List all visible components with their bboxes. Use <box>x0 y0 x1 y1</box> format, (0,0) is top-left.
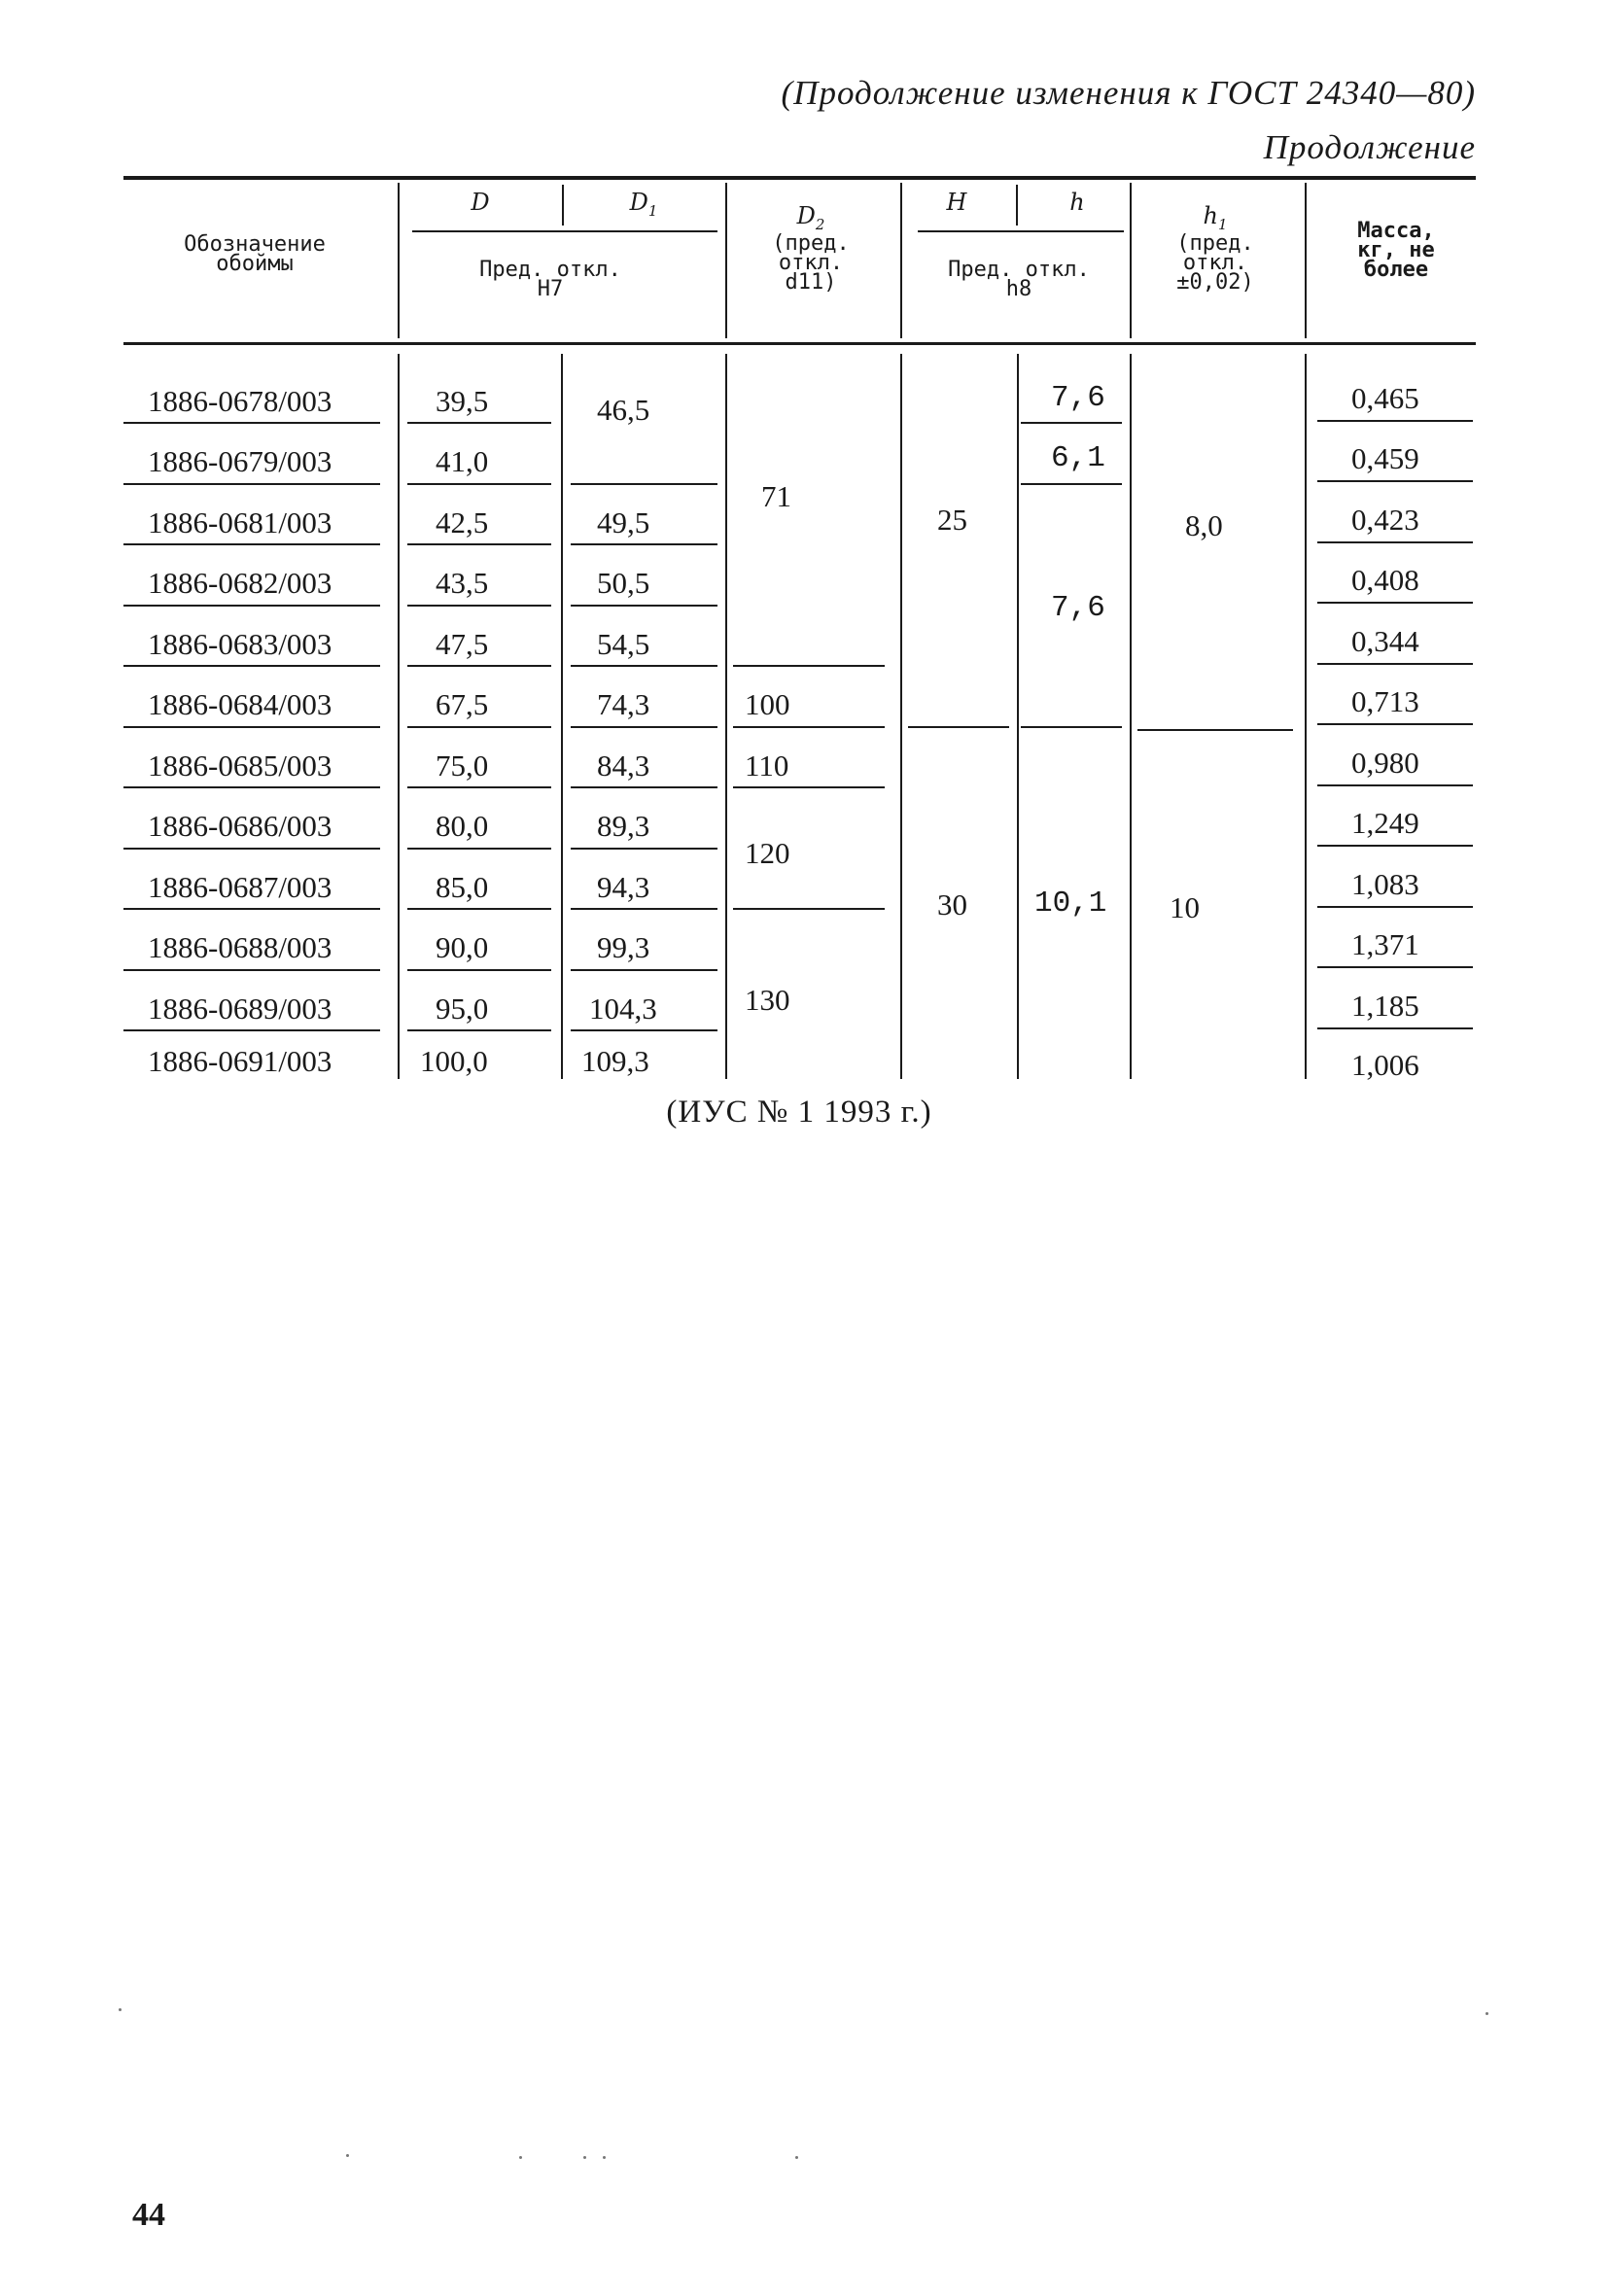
row-rule <box>123 422 380 424</box>
h1-cell: 8,0 <box>1185 508 1223 542</box>
row-rule <box>407 543 551 545</box>
group-rule <box>733 665 885 667</box>
D1-cell: 84,3 <box>597 748 650 783</box>
group-rule <box>1021 726 1122 728</box>
row-rule <box>123 605 380 607</box>
D2-cell: 130 <box>745 983 790 1017</box>
D1-cell: 94,3 <box>597 870 650 904</box>
D-cell: 80,0 <box>436 809 489 843</box>
designation-header: Обозначение обоймы <box>184 232 326 276</box>
mass-cell: 1,006 <box>1351 1048 1419 1082</box>
scan-speck <box>119 2008 122 2011</box>
row-rule <box>407 665 551 667</box>
h1-cell: 10 <box>1170 890 1200 924</box>
row-rule <box>407 422 551 424</box>
D-cell: 95,0 <box>436 991 489 1026</box>
group-rule <box>1021 422 1122 424</box>
row-rule <box>1317 602 1473 604</box>
row-rule <box>1317 723 1473 725</box>
row-rule <box>407 1029 551 1031</box>
header-subrule <box>412 230 717 232</box>
row-rule <box>571 665 717 667</box>
column-line <box>725 354 727 1079</box>
header-subrule <box>918 230 1124 232</box>
row-rule <box>1317 845 1473 847</box>
column-line <box>1305 354 1307 1079</box>
designation-cell: 1886-0691/003 <box>148 1044 332 1078</box>
row-rule <box>1317 541 1473 543</box>
h-header: h <box>1069 189 1085 216</box>
row-rule <box>407 908 551 910</box>
mass-cell: 1,249 <box>1351 806 1419 840</box>
scan-speck <box>1486 2012 1488 2015</box>
header-bottom-rule <box>123 342 1476 345</box>
group-rule <box>908 726 1009 728</box>
row-rule <box>571 483 717 485</box>
row-rule <box>407 848 551 850</box>
row-rule <box>123 665 380 667</box>
header-divider <box>398 183 400 338</box>
H-header: H <box>946 189 967 216</box>
mass-header: Масса, кг, не более <box>1357 219 1435 282</box>
D1-cell: 89,3 <box>597 809 650 843</box>
row-rule <box>123 543 380 545</box>
column-line <box>1017 354 1019 1079</box>
scan-speck <box>603 2156 606 2159</box>
mass-cell: 0,459 <box>1351 441 1419 475</box>
D-cell: 42,5 <box>436 505 489 539</box>
D-cell: 75,0 <box>436 748 489 783</box>
h-cell: 6,1 <box>1051 441 1105 475</box>
mass-cell: 1,371 <box>1351 927 1419 961</box>
designation-cell: 1886-0681/003 <box>148 505 332 539</box>
mass-cell: 0,408 <box>1351 563 1419 597</box>
header-divider <box>1130 183 1132 338</box>
header-divider <box>1305 183 1307 338</box>
row-rule <box>571 726 717 728</box>
mass-cell: 0,423 <box>1351 503 1419 537</box>
D1-cell: 74,3 <box>597 687 650 721</box>
header-divider <box>900 183 902 338</box>
D1-cell: 104,3 <box>589 991 657 1026</box>
row-rule <box>407 786 551 788</box>
D2-cell: 71 <box>761 479 791 513</box>
continuation-label: Продолжение <box>1263 128 1476 166</box>
group-rule <box>733 726 885 728</box>
row-rule <box>1317 966 1473 968</box>
D-cell: 67,5 <box>436 687 489 721</box>
column-line <box>900 354 902 1079</box>
row-rule <box>1317 784 1473 786</box>
D2-cell: 120 <box>745 836 790 870</box>
D1-header: $D_1$ <box>629 189 658 220</box>
D1-cell: 54,5 <box>597 627 650 661</box>
row-rule <box>1317 480 1473 482</box>
designation-cell: 1886-0682/003 <box>148 566 332 600</box>
designation-cell: 1886-0679/003 <box>148 444 332 478</box>
designation-cell: 1886-0688/003 <box>148 930 332 964</box>
designation-cell: 1886-0683/003 <box>148 627 332 661</box>
row-rule <box>571 605 717 607</box>
H-tolerance-header: Пред. откл. h8 <box>948 258 1090 301</box>
row-rule <box>123 483 380 485</box>
row-rule <box>407 483 551 485</box>
mass-cell: 0,465 <box>1351 381 1419 415</box>
D-cell: 85,0 <box>436 870 489 904</box>
D-cell: 47,5 <box>436 627 489 661</box>
designation-cell: 1886-0684/003 <box>148 687 332 721</box>
row-rule <box>407 605 551 607</box>
table-top-rule <box>123 176 1476 180</box>
row-rule <box>1317 420 1473 422</box>
row-rule <box>571 1029 717 1031</box>
header-divider <box>725 183 727 338</box>
row-rule <box>571 543 717 545</box>
H-cell: 30 <box>937 887 967 922</box>
H-cell: 25 <box>937 503 967 537</box>
h-cell: 7,6 <box>1051 381 1105 415</box>
h1-header: $h_1$ (пред. откл. ±0,02) <box>1176 202 1254 295</box>
scan-speck <box>583 2156 586 2159</box>
row-rule <box>123 1029 380 1031</box>
mass-cell: 1,083 <box>1351 867 1419 901</box>
D-cell: 90,0 <box>436 930 489 964</box>
column-line <box>561 354 563 1079</box>
D1-cell: 99,3 <box>597 930 650 964</box>
h-cell: 10,1 <box>1034 887 1107 921</box>
D1-cell: 109,3 <box>581 1044 649 1078</box>
D1-cell: 50,5 <box>597 566 650 600</box>
row-rule <box>1317 663 1473 665</box>
row-rule <box>123 786 380 788</box>
page-number: 44 <box>132 2197 165 2233</box>
amendment-footnote: (ИУС № 1 1993 г.) <box>666 1095 932 1130</box>
scan-speck <box>519 2156 522 2159</box>
designation-cell: 1886-0678/003 <box>148 384 332 418</box>
designation-cell: 1886-0689/003 <box>148 991 332 1026</box>
row-rule <box>571 786 717 788</box>
row-rule <box>571 908 717 910</box>
row-rule <box>407 726 551 728</box>
D2-header: $D_2$ (пред. откл. d11) <box>772 202 850 295</box>
row-rule <box>1317 1027 1473 1029</box>
scan-speck <box>346 2154 349 2157</box>
D-cell: 43,5 <box>436 566 489 600</box>
D-header: D <box>471 189 490 216</box>
group-rule <box>733 908 885 910</box>
D-cell: 39,5 <box>436 384 489 418</box>
group-rule <box>1137 729 1293 731</box>
D-tolerance-header: Пред. откл. H7 <box>479 258 621 301</box>
row-rule <box>407 969 551 971</box>
D2-cell: 110 <box>745 748 789 783</box>
h-cell: 7,6 <box>1051 591 1105 625</box>
designation-cell: 1886-0687/003 <box>148 870 332 904</box>
row-rule <box>123 969 380 971</box>
amendment-reference: (Продолжение изменения к ГОСТ 24340—80) <box>781 74 1476 112</box>
row-rule <box>123 848 380 850</box>
mass-cell: 1,185 <box>1351 989 1419 1023</box>
row-rule <box>571 848 717 850</box>
row-rule <box>1317 906 1473 908</box>
scan-speck <box>795 2156 798 2159</box>
header-divider <box>1016 185 1018 226</box>
group-rule <box>1021 483 1122 485</box>
D-cell: 100,0 <box>420 1044 488 1078</box>
column-line <box>1130 354 1132 1079</box>
row-rule <box>123 726 380 728</box>
designation-cell: 1886-0686/003 <box>148 809 332 843</box>
row-rule <box>123 908 380 910</box>
header-divider <box>562 185 564 226</box>
group-rule <box>733 786 885 788</box>
D2-cell: 100 <box>745 687 790 721</box>
D1-cell: 49,5 <box>597 505 650 539</box>
column-line <box>398 354 400 1079</box>
D-cell: 41,0 <box>436 444 489 478</box>
mass-cell: 0,344 <box>1351 624 1419 658</box>
mass-cell: 0,713 <box>1351 684 1419 718</box>
designation-cell: 1886-0685/003 <box>148 748 332 783</box>
D1-cell: 46,5 <box>597 393 650 427</box>
mass-cell: 0,980 <box>1351 746 1419 780</box>
row-rule <box>571 969 717 971</box>
